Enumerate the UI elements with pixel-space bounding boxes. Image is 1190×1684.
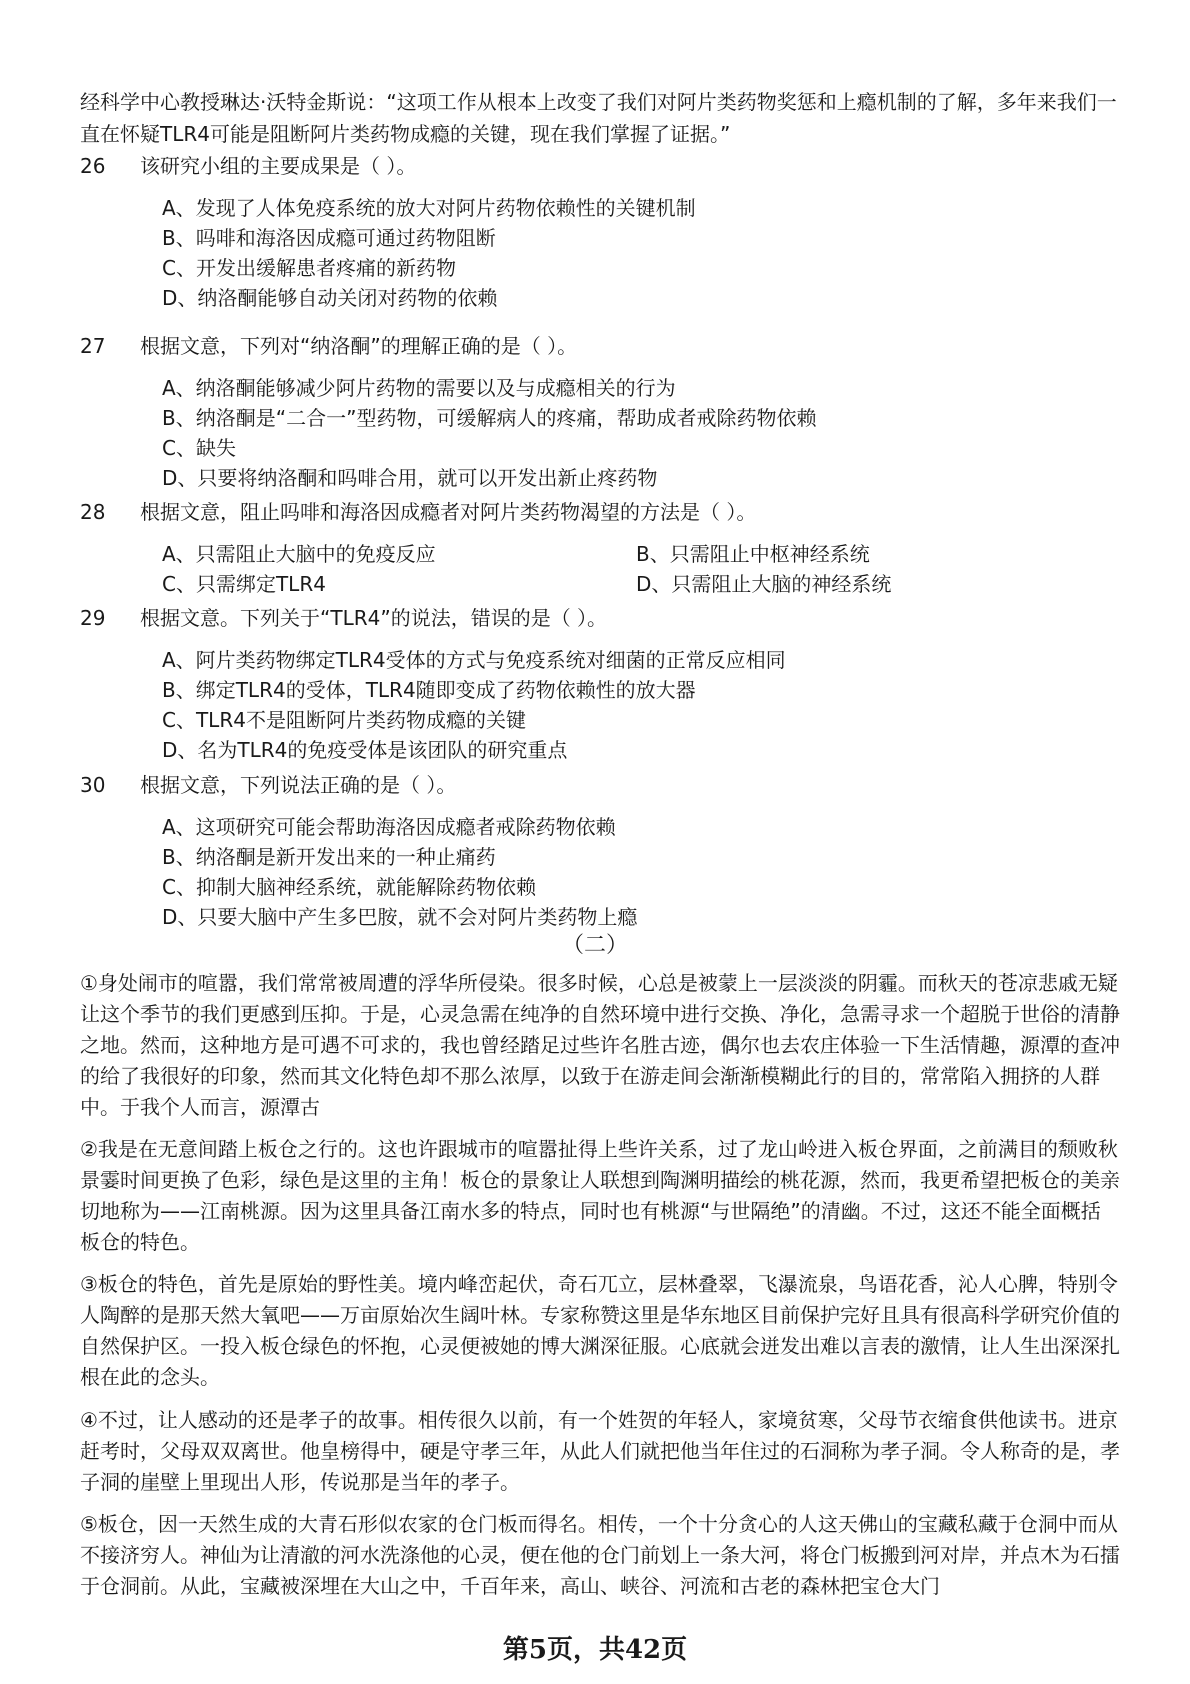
option-c: C、只需绑定TLR4 <box>162 572 326 596</box>
option-c: C、抑制大脑神经系统，就能解除药物依赖 <box>162 875 536 899</box>
option-a: A、发现了人体免疫系统的放大对阿片药物依赖性的关键机制 <box>162 196 696 220</box>
section-title: （二） <box>561 933 628 958</box>
question-text: 根据文意，阻止吗啡和海洛因成瘾者对阿片类药物渴望的方法是（ ）。 <box>140 500 757 524</box>
option-d: D、纳洛酮能够自动关闭对药物的依赖 <box>162 286 498 310</box>
option-b: B、只需阻止中枢神经系统 <box>636 542 870 566</box>
option-c: C、缺失 <box>162 436 236 460</box>
question-text: 根据文意，下列对“纳洛酮”的理解正确的是（ ）。 <box>140 334 578 358</box>
option-d: D、名为TLR4的免疫受体是该团队的研究重点 <box>162 738 568 762</box>
question-stem <box>80 603 786 633</box>
paragraph-5: ⑤板仓，因一天然生成的大青石形似农家的仓门板而得名。相传，一个十分贪心的人这天佛山的宝藏私藏于仓洞中而从不接济穷人。神仙为让清澈的河水洗涤他的心灵，便在他的仓门前划上一条大河，将仓门板搬到河对岸，并点木为石擂于仓洞前。从此，宝藏被深埋在大山之中，千百年来，高山、峡谷、河流和古老的森林把宝仓大门 <box>80 1512 1120 1598</box>
question-number: 26 <box>80 154 106 178</box>
option-b: B、纳洛酮是新开发出来的一种止痛药 <box>162 845 496 869</box>
question-26 <box>80 151 696 313</box>
question-stem <box>80 151 696 181</box>
question-number: 29 <box>80 606 106 630</box>
question-number: 27 <box>80 334 106 358</box>
question-number: 30 <box>80 773 106 797</box>
question-27 <box>80 331 816 493</box>
option-a: A、这项研究可能会帮助海洛因成瘾者戒除药物依赖 <box>162 815 616 839</box>
question-stem <box>80 770 637 800</box>
option-c: C、TLR4不是阻断阿片类药物成瘾的关键 <box>162 708 526 732</box>
option-d: D、只需阻止大脑的神经系统 <box>636 572 892 596</box>
option-a: A、阿片类药物绑定TLR4受体的方式与免疫系统对细菌的正常反应相同 <box>162 648 786 672</box>
page-footer: 第5页，共42页 <box>502 1635 688 1665</box>
question-text: 该研究小组的主要成果是（ ）。 <box>140 154 417 178</box>
intro-paragraph: 经科学中心教授琳达·沃特金斯说：“这项工作从根本上改变了我们对阿片类药物奖惩和上瘾机制的了解，多年来我们一直在怀疑TLR4可能是阻断阿片类药物成瘾的关键，现在我们掌握了证据。” <box>80 90 1117 146</box>
option-b: B、纳洛酮是“二合一”型药物，可缓解病人的疼痛，帮助成者戒除药物依赖 <box>162 406 817 430</box>
option-b: B、吗啡和海洛因成瘾可通过药物阻断 <box>162 226 496 250</box>
option-a: A、只需阻止大脑中的免疫反应 <box>162 542 436 566</box>
paragraph-2: ②我是在无意间踏上板仓之行的。这也许跟城市的喧嚣扯得上些许关系，过了龙山岭进入板仓界面，之前满目的颓败秋景霎时间更换了色彩，绿色是这里的主角！板仓的景象让人联想到陶渊明描绘的桃花源，然而，我更希望把板仓的美亲切地称为——江南桃源。因为这里具备江南水多的特点，同时也有桃源“与世隔绝”的清幽。不过，这还不能全面概括板仓的特色。 <box>80 1137 1120 1254</box>
paragraph-1: ①身处闹市的喧嚣，我们常常被周遭的浮华所侵染。很多时候，心总是被蒙上一层淡淡的阴霾。而秋天的苍凉悲戚无疑让这个季节的我们更感到压抑。于是，心灵急需在纯净的自然环境中进行交换、净化，急需寻求一个超脱于世俗的清静之地。然而，这种地方是可遇不可求的，我也曾经踏足过些许名胜古迹，偶尔也去农庄体验一下生活情趣，源潭的查冲的给了我很好的印象，然而其文化特色却不那么浓厚，以致于在游走间会渐渐模糊此行的目的，常常陷入拥挤的人群中。于我个人而言，源潭古 <box>80 971 1120 1119</box>
question-text: 根据文意，下列说法正确的是（ ）。 <box>140 773 457 797</box>
question-stem <box>80 331 816 361</box>
question-30 <box>80 770 637 932</box>
option-b: B、绑定TLR4的受体，TLR4随即变成了药物依赖性的放大器 <box>162 678 696 702</box>
option-a: A、纳洛酮能够减少阿片药物的需要以及与成瘾相关的行为 <box>162 376 676 400</box>
option-c: C、开发出缓解患者疼痛的新药物 <box>162 256 456 280</box>
question-29 <box>80 603 786 765</box>
paragraph-3: ③板仓的特色，首先是原始的野性美。境内峰峦起伏，奇石兀立，层林叠翠，飞瀑流泉，鸟语花香，沁人心脾，特别令人陶醉的是那天然大氧吧——万亩原始次生阔叶林。专家称赞这里是华东地区目前保护完好且具有很高科学研究价值的自然保护区。一投入板仓绿色的怀抱，心灵便被她的博大渊深征服。心底就会迸发出难以言表的激情，让人生出深深扎根在此的念头。 <box>80 1272 1120 1389</box>
question-number: 28 <box>80 500 106 524</box>
option-d: D、只要大脑中产生多巴胺，就不会对阿片类药物上瘾 <box>162 905 638 929</box>
paragraph-4: ④不过，让人感动的还是孝子的故事。相传很久以前，有一个姓贺的年轻人，家境贫寒，父母节衣缩食供他读书。进京赶考时，父母双双离世。他皇榜得中，硬是守孝三年，从此人们就把他当年住过的石洞称为孝子洞。令人称奇的是，孝子洞的崖壁上里现出人形，传说那是当年的孝子。 <box>80 1408 1120 1494</box>
question-text: 根据文意。下列关于“TLR4”的说法，错误的是（ ）。 <box>140 606 608 630</box>
option-d: D、只要将纳洛酮和吗啡合用，就可以开发出新止疼药物 <box>162 466 658 490</box>
